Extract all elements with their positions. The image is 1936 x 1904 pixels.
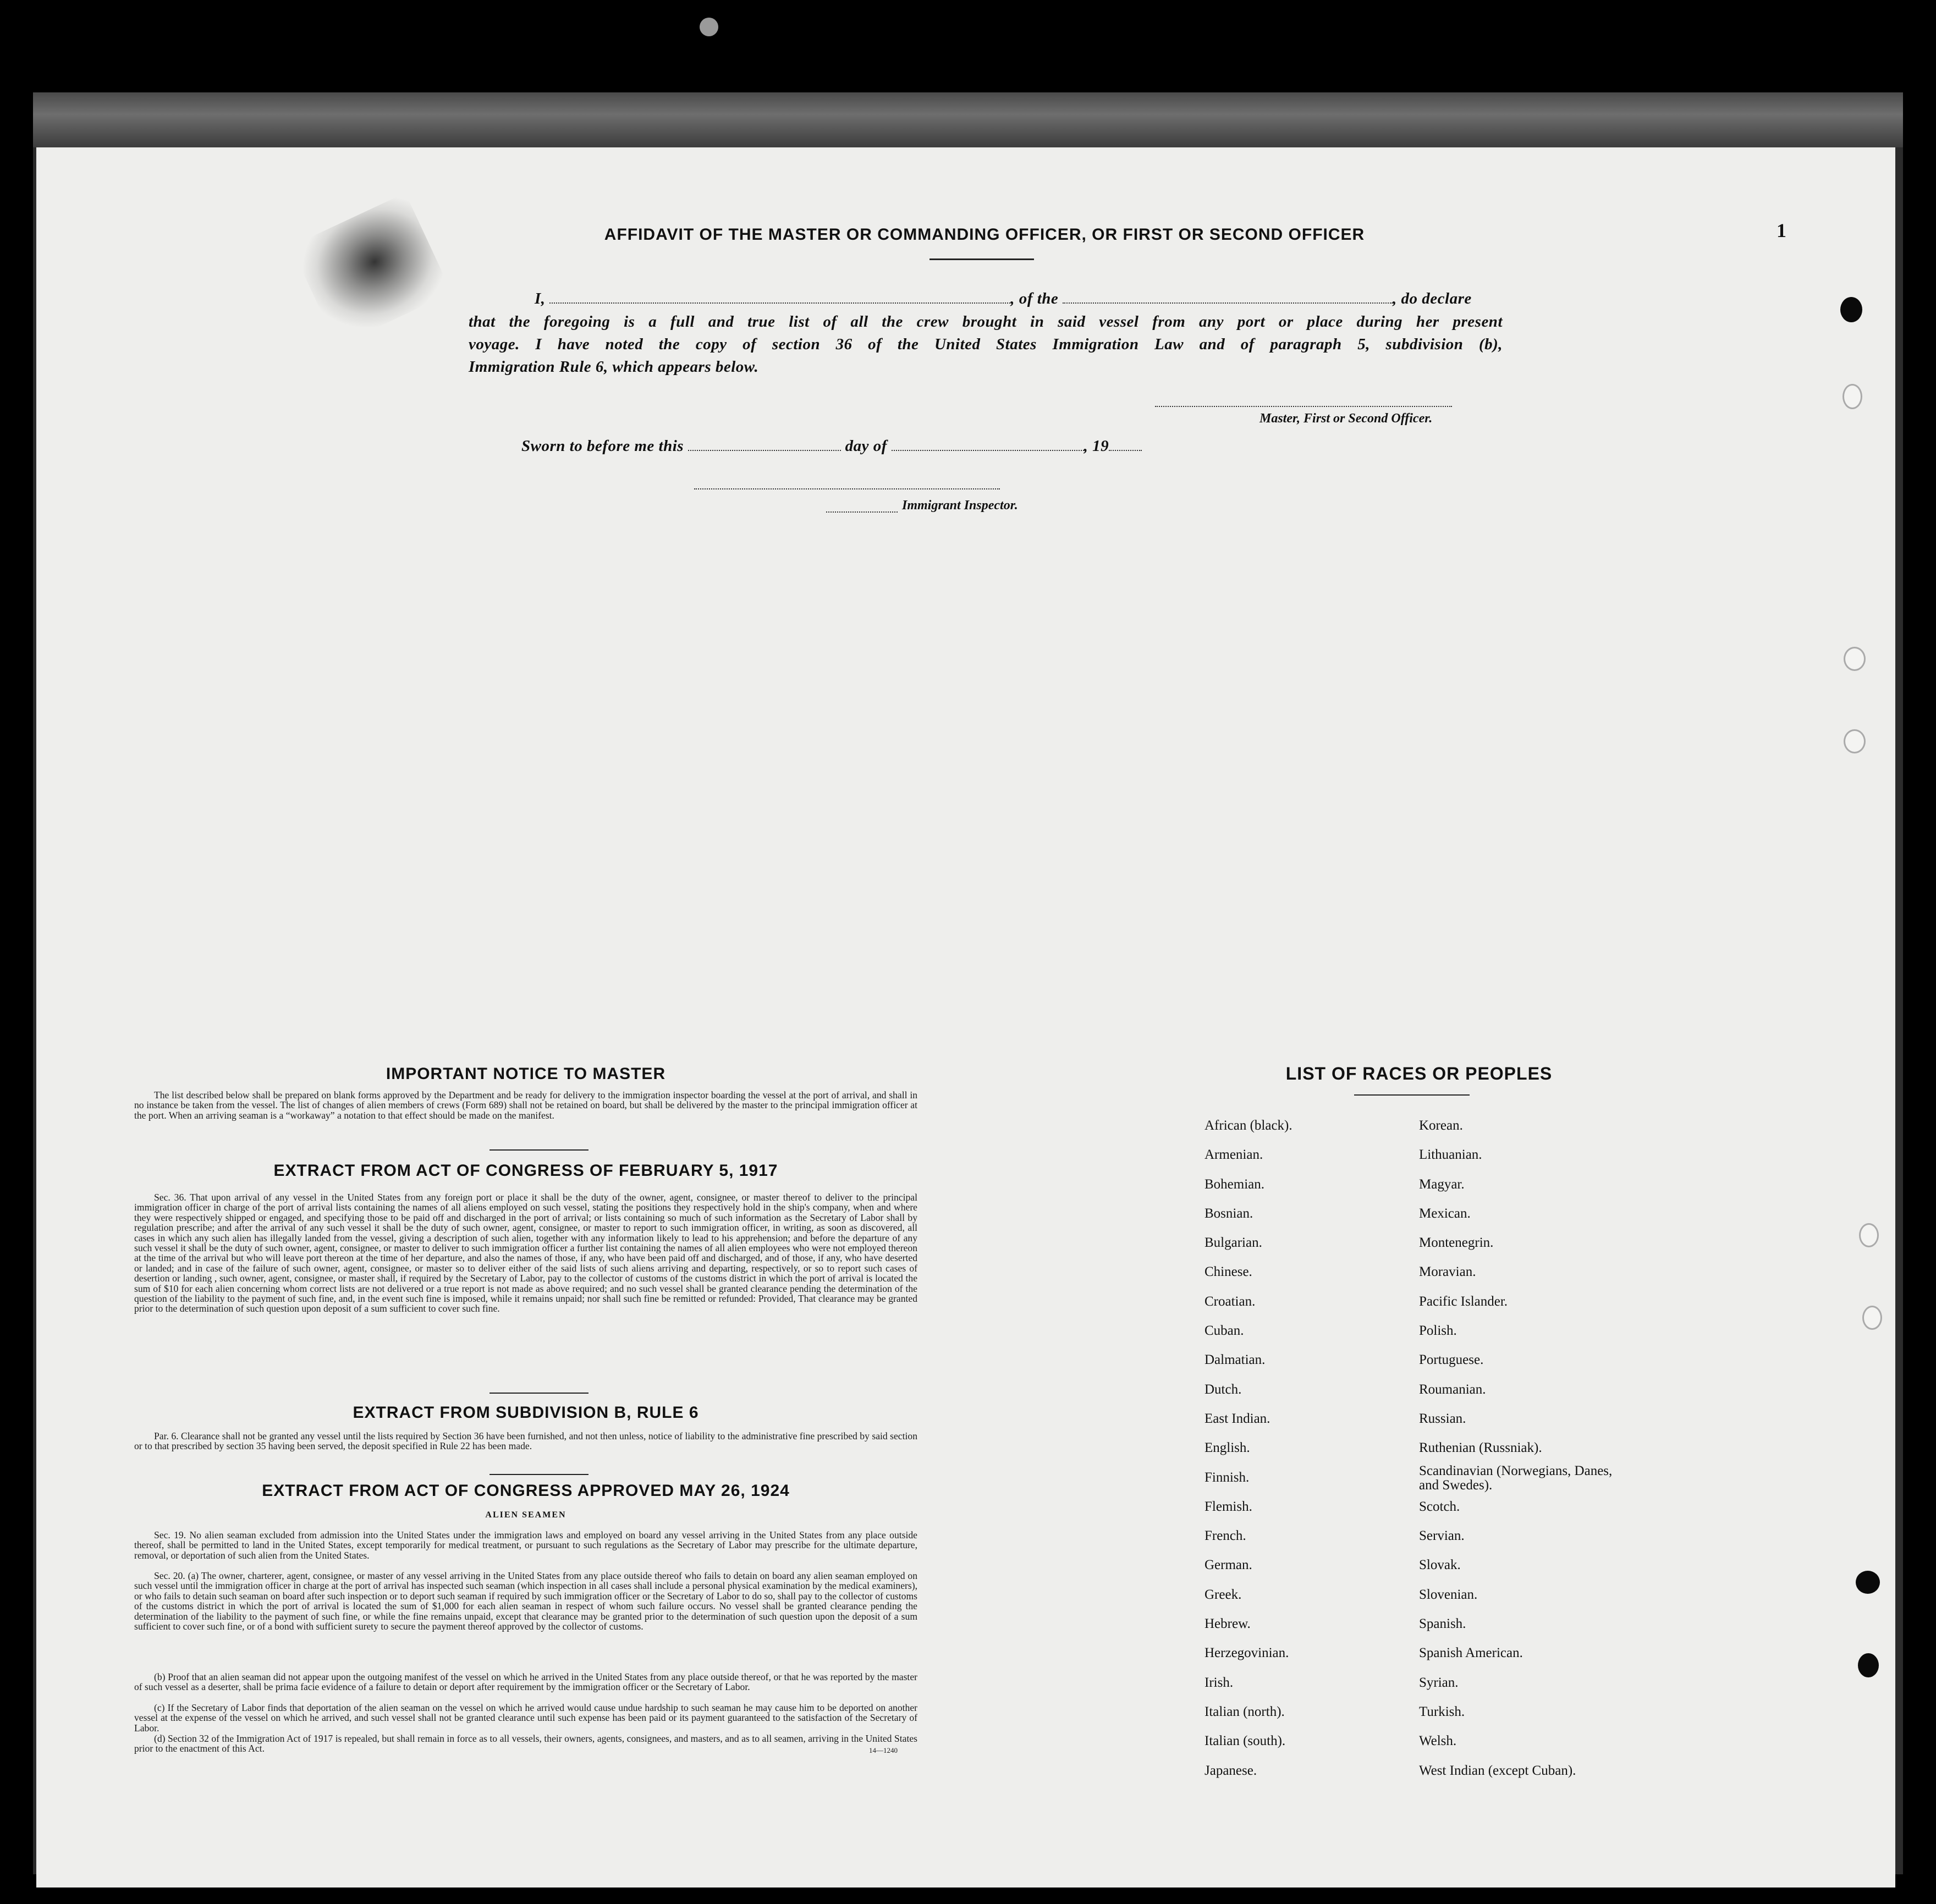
race-item: Syrian. [1419,1675,1459,1690]
extract-1924-sec20a: Sec. 20. (a) The owner, charterer, agent, consignee, or master of any vessel arriving in the United States from any place outside thereof who fails to detain on board any alien seaman employed on such vessel until the immigration officer in charge at the port of arrival has inspected such seaman (which inspection in all cases shall include a personal physical examination by the medical examiners), or who fails to detain such seaman on board after such inspection or to deport such seaman if required by such immigration officer or the Secretary of Labor to do so, shall pay to the collector of customs of the customs district in which the port of arrival is located the sum of $1,000 for each alien seaman in respect of whom such failure occurs. No vessel shall be granted clearance pending the determination of the liability to the payment of such fine, or while the fine remains unpaid, except that clearance may be granted prior to the determination of such question upon the deposit of a sum sufficient to cover such fine, or of a bond with sufficient surety to secure the payment thereof approved by the collector of customs. [134,1570,917,1632]
race-item: Russian. [1419,1411,1466,1426]
extract-1924-sec20b: (b) Proof that an alien seaman did not appear upon the outgoing manifest of the vessel on which he arrived in the United States from any place outside thereof, or that he was reported by the master of such vessel as a deserter, shall be prima facie evidence of a failure to detain or deport after requirement by the immigration officer or the Secretary of Labor. [134,1671,917,1693]
race-item: Finnish. [1204,1470,1250,1485]
binder-hole [1858,1653,1879,1677]
extract-rule6-text: Par. 6. Clearance shall not be granted any vessel until the lists required by Section 36 have been furnished, and not then unless, notice of liability to the administrative fine prescribed by said section or to that prescribed by section 35 having been served, the deposit specified in Rule 22 has been made. [134,1430,917,1452]
race-item: Irish. [1204,1675,1234,1690]
race-item: Slovak. [1419,1558,1461,1573]
film-registration-dot [700,18,718,36]
extract-1924-title: EXTRACT FROM ACT OF CONGRESS APPROVED MAY 26, 1924 [262,1482,790,1500]
sworn-year-blank[interactable] [1109,449,1142,451]
inspector-signature-line[interactable] [694,488,1000,489]
binder-hole [1862,1306,1882,1330]
binder-hole [1844,729,1866,753]
affidavit-text: day of [845,437,887,455]
sworn-day-blank[interactable] [688,449,841,451]
affidavit-title-rule [930,258,1034,260]
affidavit-title: AFFIDAVIT OF THE MASTER OR COMMANDING OFFICER, OR FIRST OR SECOND OFFICER [604,225,1365,244]
affidavit-text: , of the [1010,290,1059,307]
notice-text: The list described below shall be prepared on blank forms approved by the Department and be ready for delivery to the immigration inspector boarding the vessel at the port of arrival, and shall in no instance be taken from the vessel. The list of changes of alien members of crews (Form 689) shall not be retained on board, but shall be delivered by the master to the principal immigration officer at the port. When an arriving seaman is a “workaway” a notation to that effect should be made on the manifest. [134,1089,917,1121]
sworn-month-blank[interactable] [892,449,1084,451]
race-item: Spanish. [1419,1616,1466,1632]
master-signature-label: Master, First or Second Officer. [1260,411,1433,426]
inspector-signature-line[interactable] [826,511,898,513]
race-item: French. [1204,1528,1246,1544]
race-item: Slovenian. [1419,1587,1478,1602]
affidavit-text: that the foregoing is a full and true list of all the crew brought in said vessel from any port or place during her present [469,313,1503,331]
race-item: Bosnian. [1204,1206,1253,1221]
section-rule [490,1393,588,1394]
race-item: Welsh. [1419,1734,1457,1749]
race-item: Magyar. [1419,1176,1465,1192]
race-item: East Indian. [1204,1411,1270,1426]
race-item: Polish. [1419,1323,1457,1339]
race-item: Greek. [1204,1587,1242,1602]
extract-1924-sec20c: (c) If the Secretary of Labor finds that deportation of the alien seaman on the vessel on which he arrived would cause undue hardship to such seaman he may cause him to be deported on another vessel at the expense of the vessel on which he arrived, and such vessel shall not be granted clearance until such expense has been paid or its payment guaranteed to the satisfaction of the Secretary of Labor. [134,1702,917,1734]
race-item: Croatian. [1204,1294,1256,1309]
binder-hole [1840,297,1862,322]
binder-hole [1859,1223,1879,1247]
race-item: Moravian. [1419,1264,1476,1280]
race-item: Japanese. [1204,1763,1257,1778]
name-blank[interactable] [549,302,1010,304]
race-item: German. [1204,1558,1252,1573]
affidavit-text: , do declare [1393,290,1472,307]
binder-hole [1844,647,1866,671]
affidavit-text: Sworn to before me this [521,437,684,455]
race-item: Herzegovinian. [1204,1646,1289,1661]
affidavit-text: , 19 [1084,437,1109,455]
races-column-1 [1204,1111,1402,1785]
race-item: Servian. [1419,1528,1465,1544]
extract-1924-sec19: Sec. 19. No alien seaman excluded from admission into the United States under the immigration laws and employed on board any vessel arriving in the United States from any place outside thereof, shall be permitted to land in the United States, except temporarily for medical treatment, or pursuant to such regulations as the Secretary of Labor may prescribe for the ultimate departure, removal, or deportation of such alien from the United States. [134,1529,917,1561]
binder-hole [1843,384,1862,409]
races-title-rule [1354,1094,1470,1096]
race-item: African (black). [1204,1118,1292,1133]
race-item: Cuban. [1204,1323,1244,1339]
race-item: Spanish American. [1419,1646,1523,1661]
race-item: Chinese. [1204,1264,1252,1280]
race-item: Hebrew. [1204,1616,1251,1632]
vessel-blank[interactable] [1063,302,1393,304]
section-rule [490,1474,588,1475]
race-item: Dutch. [1204,1382,1242,1397]
page-mark: 1 [1777,219,1786,241]
affidavit-declaration-line [469,287,1503,310]
race-item: Roumanian. [1419,1382,1486,1397]
form-number: 14—1240 [869,1746,898,1754]
race-item: Montenegrin. [1419,1235,1494,1251]
race-item: Portuguese. [1419,1352,1484,1368]
notice-title: IMPORTANT NOTICE TO MASTER [386,1065,666,1083]
race-item: Mexican. [1419,1206,1471,1221]
races-column-2 [1419,1111,1628,1785]
extract-1924-sec20d: (d) Section 32 of the Immigration Act of 1917 is repealed, but shall remain in force as to all vessels, their owners, agents, consignees, and masters, and as to all seamen, arriving in the United States prior to the enactment of this Act. [134,1733,917,1754]
race-item: Armenian. [1204,1147,1263,1163]
race-item: West Indian (except Cuban). [1419,1763,1576,1778]
race-item: Dalmatian. [1204,1352,1266,1368]
extract-1924-subtitle: ALIEN SEAMEN [485,1510,566,1520]
race-item: Korean. [1419,1118,1463,1133]
race-item: Flemish. [1204,1499,1252,1514]
race-item: English. [1204,1440,1250,1456]
race-item: Scotch. [1419,1499,1460,1514]
binder-hole [1856,1571,1880,1594]
race-item: Lithuanian. [1419,1147,1482,1163]
extract-1917-title: EXTRACT FROM ACT OF CONGRESS OF FEBRUARY 5, 1917 [273,1162,778,1180]
race-item: Italian (north). [1204,1704,1285,1719]
sworn-line [521,434,1236,458]
extract-1917-text: Sec. 36. That upon arrival of any vessel in the United States from any foreign port or place it shall be the duty of the owner, agent, consignee, or master thereof to deliver to the principal immigration officer in charge of the port of arrival lists containing the names of all aliens employed on such vessel, stating the positions they respectively hold in the ship's company, when and where they were respectively shipped or engaged, and specifying those to be paid off and discharged in the port of arrival; or lists containing so much of such information as the Secretary of Labor shall by regulation prescribe; and after the arrival of any such vessel it shall be the duty of such owner, agent, consignee, or master to report to such immigration officer, in writing, as soon as discovered, all cases in which any such alien has illegally landed from the vessel, giving a description of such alien, together with any information likely to lead to his apprehension; and before the departure of any such vessel it shall be the duty of such owner, agent, consignee, or master to deliver to such immigration officer a further list containing the names of all alien employees who were not employed thereon at the time of the arrival but who will leave port thereon at the time of her departure, and also the names of those, if any, who have been paid off and discharged, and of those, if any, who have deserted or landed; and in case of the failure of such owner, agent, consignee, or master so to deliver either of the said lists of such aliens arriving and departing, respectively, or so to report such cases of desertion or landing , such owner, agent, consignee, or master shall, if required by the Secretary of Labor, pay to the collector of customs of the customs district in which the port of arrival is located the sum of $10 for each alien concerning whom correct lists are not delivered or a true report is not made as above required; and no such vessel shall be granted clearance pending the determination of the question of the liability to the payment of such fine, and, in the event such fine is imposed, while it remains unpaid; nor shall such fine be remitted or refunded: Provided, That clearance may be granted prior to the determination of such question upon deposit of a sum sufficient to cover such fine. [134,1192,917,1314]
race-item: Bulgarian. [1204,1235,1262,1251]
extract-rule6-title: EXTRACT FROM SUBDIVISION B, RULE 6 [353,1404,699,1422]
binding-strip [33,92,1903,147]
races-title: LIST OF RACES OR PEOPLES [1285,1064,1553,1083]
affidavit-text: Immigration Rule 6, which appears below. [469,358,759,376]
race-item: Bohemian. [1204,1176,1265,1192]
inspector-signature-label: Immigrant Inspector. [902,498,1018,513]
affidavit-text: I, [535,290,546,307]
race-item: Pacific Islander. [1419,1294,1508,1309]
section-rule [490,1149,588,1151]
race-item: Italian (south). [1204,1734,1286,1749]
race-item: Ruthenian (Russniak). [1419,1440,1542,1456]
race-item: Turkish. [1419,1704,1465,1719]
race-item: Scandinavian (Norwegians, Danes, and Swedes). [1419,1463,1613,1493]
master-signature-line[interactable] [1155,406,1452,407]
affidavit-text: voyage. I have noted the copy of section 36 of the United States Immigration Law and of paragraph 5, subdivision (b), [469,335,1503,353]
